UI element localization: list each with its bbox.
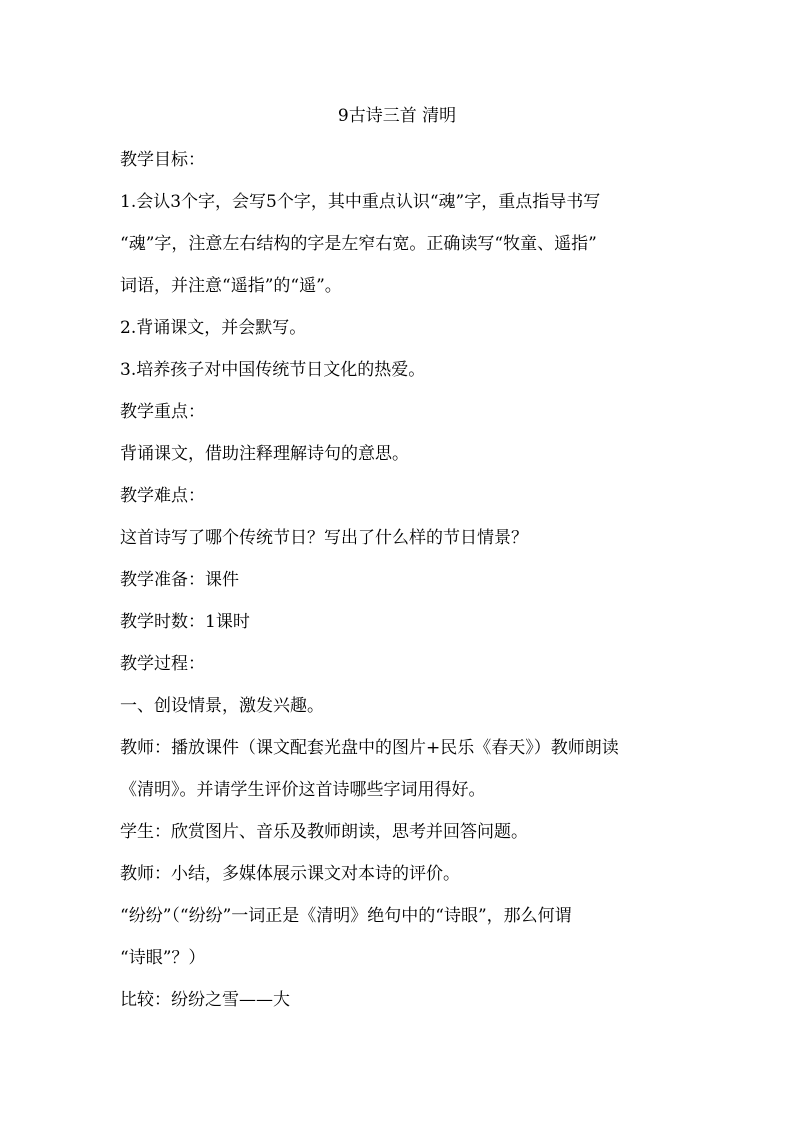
student-line: 学生：欣赏图片、音乐及教师朗读，思考并回答问题。 bbox=[120, 822, 528, 842]
document-title: 9古诗三首 清明 bbox=[337, 106, 457, 126]
section-heading-difficulties: 教学难点： bbox=[120, 486, 205, 506]
comparison-line: 比较：纷纷之雪——大 bbox=[120, 990, 290, 1010]
class-hours-line: 教学时数：1课时 bbox=[120, 612, 250, 632]
fenfen-line-1: “纷纷”（“纷纷”一词正是《清明》绝句中的“诗眼”，那么何谓 bbox=[120, 906, 572, 926]
objective-3: 3.培养孩子对中国传统节日文化的热爱。 bbox=[120, 360, 426, 380]
preparation-line: 教学准备：课件 bbox=[120, 570, 239, 590]
objective-1-line-1: 1.会认3个字，会写5个字，其中重点认识“魂”字，重点指导书写 bbox=[120, 192, 601, 212]
objective-1-line-3: 词语，并注意“遥指”的“遥”。 bbox=[120, 276, 342, 296]
objective-1-line-2: “魂”字，注意左右结构的字是左窄右宽。正确读写“牧童、遥指” bbox=[120, 234, 597, 254]
fenfen-line-2: “诗眼”？） bbox=[120, 948, 206, 968]
section-heading-objectives: 教学目标： bbox=[120, 150, 205, 170]
key-points-text: 背诵课文，借助注释理解诗句的意思。 bbox=[120, 444, 409, 464]
teacher-line-2: 《清明》。并请学生评价这首诗哪些字词用得好。 bbox=[120, 780, 486, 800]
process-step-1-heading: 一、创设情景，激发兴趣。 bbox=[120, 696, 324, 716]
teacher-line-1: 教师：播放课件（课文配套光盘中的图片+民乐《春天》）教师朗读 bbox=[120, 738, 619, 758]
difficulties-text: 这首诗写了哪个传统节日？写出了什么样的节日情景？ bbox=[120, 528, 528, 548]
objective-2: 2.背诵课文，并会默写。 bbox=[120, 318, 307, 338]
section-heading-process: 教学过程： bbox=[120, 654, 205, 674]
teacher-summary-line: 教师：小结，多媒体展示课文对本诗的评价。 bbox=[120, 864, 460, 884]
section-heading-key-points: 教学重点： bbox=[120, 402, 205, 422]
